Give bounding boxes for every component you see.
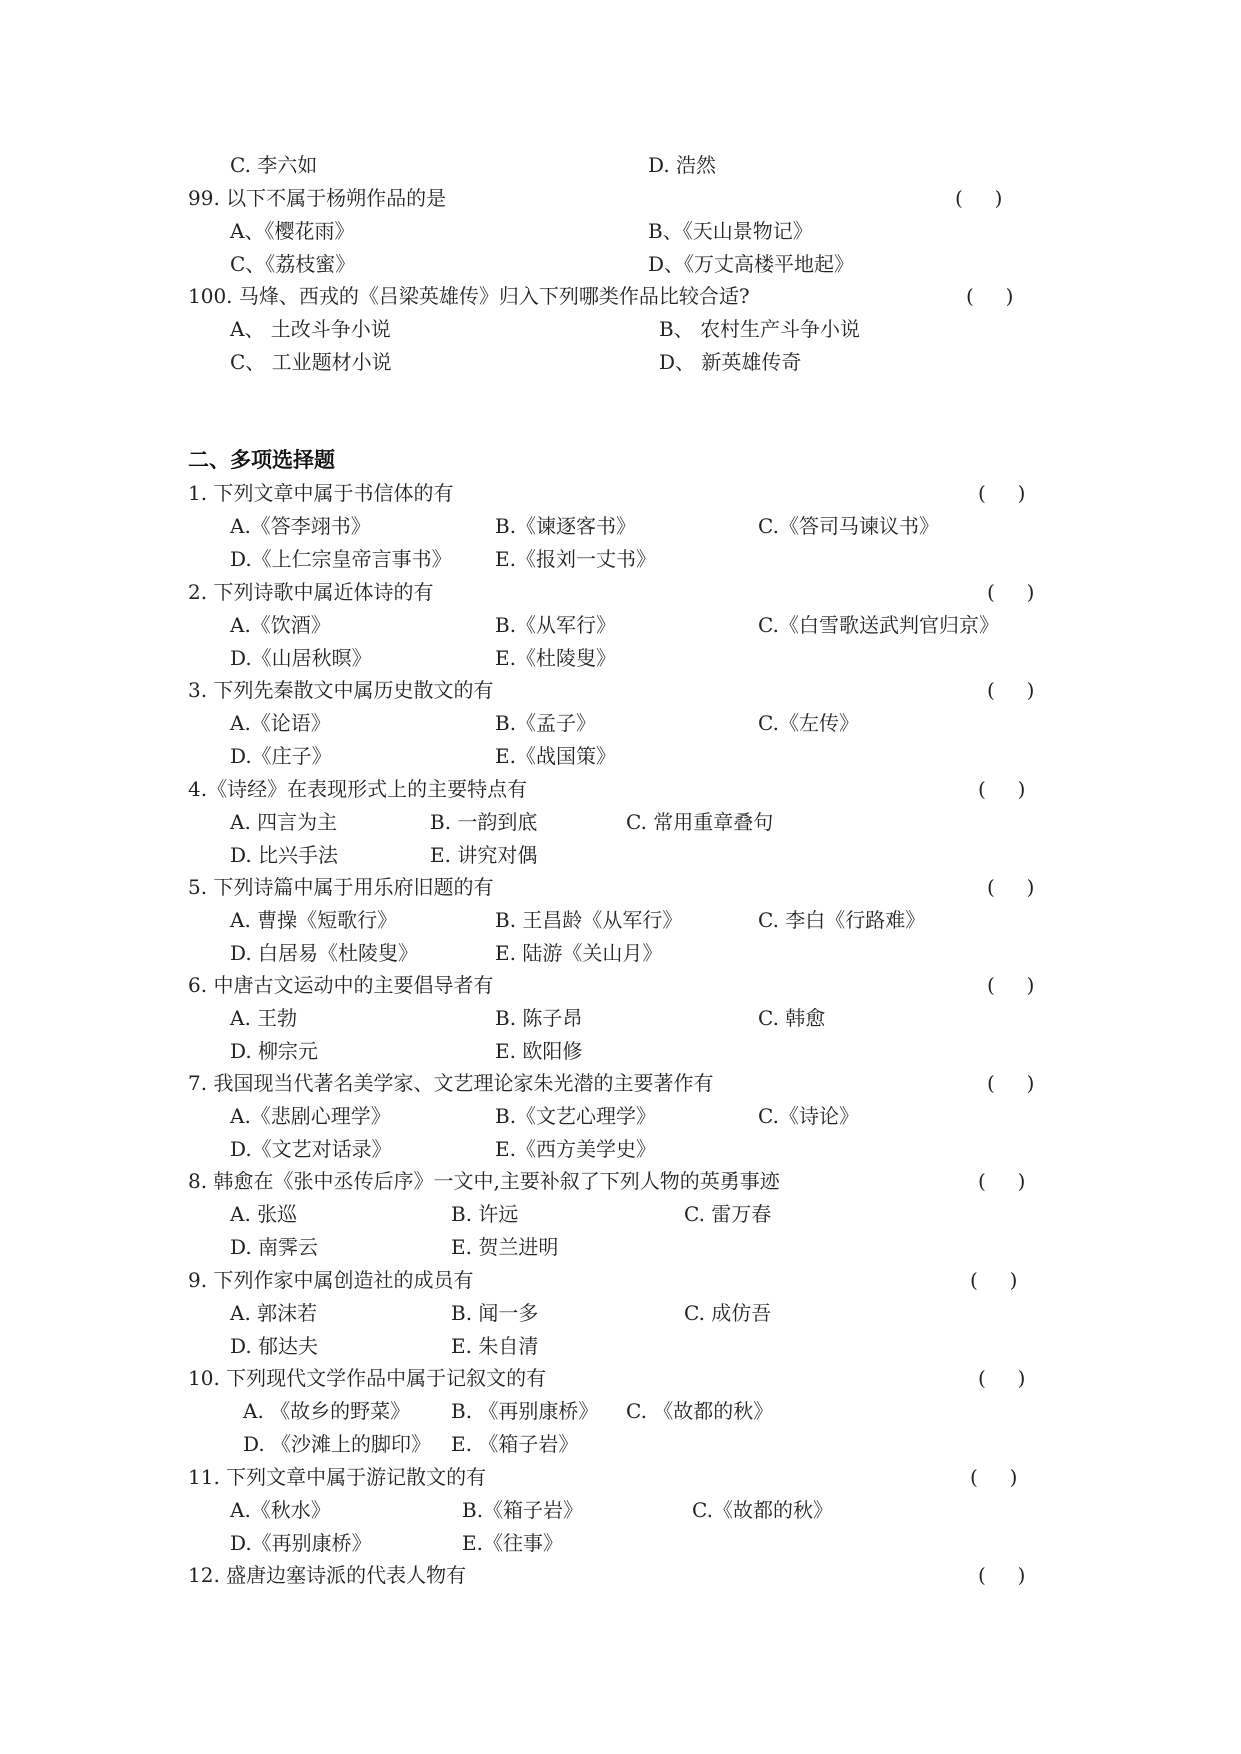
option-q6-b: B. 陈子昂 bbox=[495, 1006, 583, 1030]
option-q11-d: D.《再别康桥》 bbox=[230, 1531, 372, 1555]
option-q100-a: A、 土改斗争小说 bbox=[230, 317, 391, 341]
answer-blank-8: ( ) bbox=[978, 1169, 1026, 1193]
question-4: 4.《诗经》在表现形式上的主要特点有 bbox=[188, 777, 528, 801]
option-q3-b: B.《孟子》 bbox=[495, 711, 597, 735]
option-q9-c: C. 成仿吾 bbox=[684, 1301, 772, 1325]
option-q6-e: E. 欧阳修 bbox=[495, 1039, 583, 1063]
option-q1-d: D.《上仁宗皇帝言事书》 bbox=[230, 547, 452, 571]
option-q4-a: A. 四言为主 bbox=[230, 810, 338, 834]
answer-blank-4: ( ) bbox=[978, 777, 1026, 801]
question-9: 9. 下列作家中属创造社的成员有 bbox=[188, 1268, 474, 1292]
option-q4-c: C. 常用重章叠句 bbox=[626, 810, 774, 834]
option-q2-a: A.《饮酒》 bbox=[230, 613, 331, 637]
answer-blank-5: ( ) bbox=[987, 875, 1035, 899]
option-q10-c: C. 《故都的秋》 bbox=[626, 1399, 774, 1423]
option-q11-a: A.《秋水》 bbox=[230, 1498, 331, 1522]
option-q1-e: E.《报刘一丈书》 bbox=[495, 547, 656, 571]
option-q99-d: D、《万丈高楼平地起》 bbox=[648, 252, 855, 276]
question-5: 5. 下列诗篇中属于用乐府旧题的有 bbox=[188, 875, 494, 899]
option-q8-d: D. 南霁云 bbox=[230, 1235, 319, 1259]
option-q3-d: D.《庄子》 bbox=[230, 744, 332, 768]
option-q7-e: E.《西方美学史》 bbox=[495, 1137, 656, 1161]
question-3: 3. 下列先秦散文中属历史散文的有 bbox=[188, 678, 494, 702]
option-q99-a: A、《樱花雨》 bbox=[230, 219, 355, 243]
option-q11-c: C.《故都的秋》 bbox=[692, 1498, 833, 1522]
option-q2-b: B.《从军行》 bbox=[495, 613, 617, 637]
option-q3-e: E.《战国策》 bbox=[495, 744, 616, 768]
answer-blank-7: ( ) bbox=[987, 1071, 1035, 1095]
option-q9-b: B. 闻一多 bbox=[451, 1301, 539, 1325]
option-q4-b: B. 一韵到底 bbox=[430, 810, 538, 834]
option-q3-a: A.《论语》 bbox=[230, 711, 331, 735]
answer-blank-6: ( ) bbox=[987, 973, 1035, 997]
option-q5-e: E. 陆游《关山月》 bbox=[495, 941, 663, 965]
option-q4-e: E. 讲究对偶 bbox=[430, 843, 538, 867]
question-7: 7. 我国现当代著名美学家、文艺理论家朱光潜的主要著作有 bbox=[188, 1071, 714, 1095]
option-q100-b: B、 农村生产斗争小说 bbox=[659, 317, 861, 341]
option-q8-c: C. 雷万春 bbox=[684, 1202, 772, 1226]
option-q99-b: B、《天山景物记》 bbox=[648, 219, 813, 243]
option-q5-d: D. 白居易《杜陵叟》 bbox=[230, 941, 419, 965]
question-99: 99. 以下不属于杨朔作品的是 bbox=[188, 186, 447, 210]
option-q4-d: D. 比兴手法 bbox=[230, 843, 339, 867]
option-q9-e: E. 朱自清 bbox=[451, 1334, 539, 1358]
option-q100-c: C、 工业题材小说 bbox=[230, 350, 392, 374]
option-q10-a: A. 《故乡的野菜》 bbox=[243, 1399, 411, 1423]
question-8: 8. 韩愈在《张中丞传后序》一文中,主要补叙了下列人物的英勇事迹 bbox=[188, 1169, 780, 1193]
answer-blank-11: ( ) bbox=[970, 1465, 1018, 1489]
question-6: 6. 中唐古文运动中的主要倡导者有 bbox=[188, 973, 494, 997]
option-q7-c: C.《诗论》 bbox=[758, 1104, 859, 1128]
answer-blank-100: ( ) bbox=[966, 284, 1014, 308]
answer-blank-2: ( ) bbox=[987, 580, 1035, 604]
option-q7-d: D.《文艺对话录》 bbox=[230, 1137, 392, 1161]
answer-blank-3: ( ) bbox=[987, 678, 1035, 702]
option-q9-d: D. 郁达夫 bbox=[230, 1334, 319, 1358]
question-1: 1. 下列文章中属于书信体的有 bbox=[188, 481, 454, 505]
option-q100-d: D、 新英雄传奇 bbox=[659, 350, 802, 374]
question-11: 11. 下列文章中属于游记散文的有 bbox=[188, 1465, 487, 1489]
option-q8-b: B. 许远 bbox=[451, 1202, 519, 1226]
option-q7-b: B.《文艺心理学》 bbox=[495, 1104, 657, 1128]
option-q9-a: A. 郭沫若 bbox=[230, 1301, 318, 1325]
option-q11-e: E.《往事》 bbox=[462, 1531, 563, 1555]
option-q8-a: A. 张巡 bbox=[230, 1202, 298, 1226]
answer-blank-1: ( ) bbox=[978, 481, 1026, 505]
option-q5-a: A. 曹操《短歌行》 bbox=[230, 908, 398, 932]
section-title: 二、多项选择题 bbox=[188, 448, 335, 472]
option-q2-c: C.《白雪歌送武判官归京》 bbox=[758, 613, 999, 637]
option-q98-d: D. 浩然 bbox=[648, 153, 717, 177]
option-q7-a: A.《悲剧心理学》 bbox=[230, 1104, 391, 1128]
question-12: 12. 盛唐边塞诗派的代表人物有 bbox=[188, 1563, 467, 1587]
option-q2-e: E.《杜陵叟》 bbox=[495, 646, 616, 670]
question-2: 2. 下列诗歌中属近体诗的有 bbox=[188, 580, 434, 604]
option-q1-a: A.《答李翊书》 bbox=[230, 514, 371, 538]
question-100: 100. 马烽、西戎的《吕梁英雄传》归入下列哪类作品比较合适? bbox=[188, 284, 750, 308]
option-q11-b: B.《箱子岩》 bbox=[462, 1498, 584, 1522]
option-q10-d: D. 《沙滩上的脚印》 bbox=[243, 1432, 432, 1456]
option-q98-c: C. 李六如 bbox=[230, 153, 318, 177]
answer-blank-12: ( ) bbox=[978, 1563, 1026, 1587]
option-q10-b: B. 《再别康桥》 bbox=[451, 1399, 599, 1423]
option-q1-b: B.《谏逐客书》 bbox=[495, 514, 637, 538]
answer-blank-9: ( ) bbox=[970, 1268, 1018, 1292]
answer-blank-10: ( ) bbox=[978, 1366, 1026, 1390]
option-q3-c: C.《左传》 bbox=[758, 711, 859, 735]
option-q6-a: A. 王勃 bbox=[230, 1006, 298, 1030]
option-q6-c: C. 韩愈 bbox=[758, 1006, 826, 1030]
option-q10-e: E. 《箱子岩》 bbox=[451, 1432, 579, 1456]
option-q2-d: D.《山居秋暝》 bbox=[230, 646, 372, 670]
option-q1-c: C.《答司马谏议书》 bbox=[758, 514, 939, 538]
option-q5-b: B. 王昌龄《从军行》 bbox=[495, 908, 683, 932]
question-10: 10. 下列现代文学作品中属于记叙文的有 bbox=[188, 1366, 547, 1390]
option-q8-e: E. 贺兰进明 bbox=[451, 1235, 559, 1259]
option-q5-c: C. 李白《行路难》 bbox=[758, 908, 926, 932]
answer-blank-99: ( ) bbox=[955, 186, 1003, 210]
option-q99-c: C、《荔枝蜜》 bbox=[230, 252, 356, 276]
option-q6-d: D. 柳宗元 bbox=[230, 1039, 319, 1063]
